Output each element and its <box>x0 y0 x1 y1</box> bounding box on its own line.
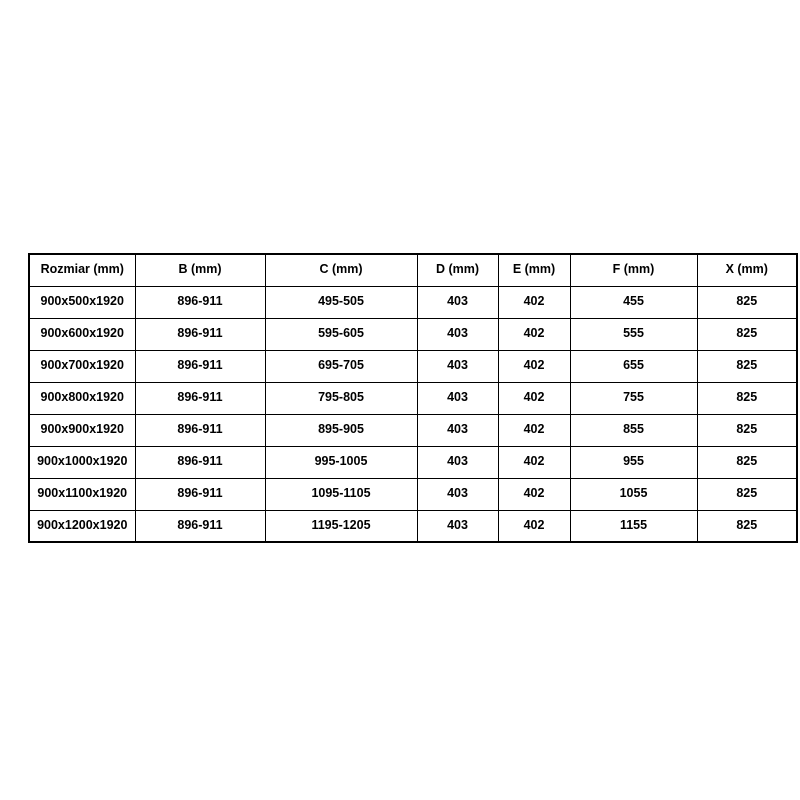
cell-c: 895-905 <box>265 414 417 446</box>
column-header-b: B (mm) <box>135 254 265 286</box>
table-row <box>29 382 797 414</box>
column-header-d: D (mm) <box>417 254 498 286</box>
cell-x: 825 <box>697 286 797 318</box>
cell-c: 695-705 <box>265 350 417 382</box>
cell-d: 403 <box>417 286 498 318</box>
cell-e: 402 <box>498 510 570 542</box>
cell-d: 403 <box>417 350 498 382</box>
cell-e: 402 <box>498 478 570 510</box>
cell-b: 896-911 <box>135 382 265 414</box>
cell-d: 403 <box>417 446 498 478</box>
column-header-f: F (mm) <box>570 254 697 286</box>
cell-b: 896-911 <box>135 350 265 382</box>
cell-d: 403 <box>417 414 498 446</box>
cell-d: 403 <box>417 478 498 510</box>
cell-size: 900x600x1920 <box>29 318 135 350</box>
cell-d: 403 <box>417 318 498 350</box>
cell-c: 495-505 <box>265 286 417 318</box>
cell-d: 403 <box>417 510 498 542</box>
cell-size: 900x900x1920 <box>29 414 135 446</box>
cell-size: 900x700x1920 <box>29 350 135 382</box>
table-row <box>29 478 797 510</box>
cell-x: 825 <box>697 350 797 382</box>
cell-x: 825 <box>697 446 797 478</box>
table-row <box>29 414 797 446</box>
cell-f: 455 <box>570 286 697 318</box>
cell-f: 955 <box>570 446 697 478</box>
cell-size: 900x800x1920 <box>29 382 135 414</box>
column-header-e: E (mm) <box>498 254 570 286</box>
table-row <box>29 510 797 542</box>
cell-c: 995-1005 <box>265 446 417 478</box>
cell-c: 795-805 <box>265 382 417 414</box>
cell-b: 896-911 <box>135 286 265 318</box>
cell-b: 896-911 <box>135 318 265 350</box>
cell-f: 1055 <box>570 478 697 510</box>
cell-x: 825 <box>697 382 797 414</box>
cell-b: 896-911 <box>135 446 265 478</box>
table-row <box>29 318 797 350</box>
cell-b: 896-911 <box>135 414 265 446</box>
cell-c: 595-605 <box>265 318 417 350</box>
cell-e: 402 <box>498 446 570 478</box>
cell-e: 402 <box>498 286 570 318</box>
cell-c: 1095-1105 <box>265 478 417 510</box>
column-header-x: X (mm) <box>697 254 797 286</box>
cell-f: 655 <box>570 350 697 382</box>
cell-size: 900x1000x1920 <box>29 446 135 478</box>
table-row <box>29 446 797 478</box>
cell-e: 402 <box>498 382 570 414</box>
cell-b: 896-911 <box>135 478 265 510</box>
cell-e: 402 <box>498 414 570 446</box>
table-header-row <box>29 254 797 286</box>
cell-x: 825 <box>697 414 797 446</box>
cell-f: 755 <box>570 382 697 414</box>
cell-d: 403 <box>417 382 498 414</box>
cell-x: 825 <box>697 478 797 510</box>
cell-f: 855 <box>570 414 697 446</box>
table-row <box>29 286 797 318</box>
table-row <box>29 350 797 382</box>
table-header <box>29 254 797 286</box>
table-body <box>29 286 797 542</box>
cell-size: 900x500x1920 <box>29 286 135 318</box>
cell-c: 1195-1205 <box>265 510 417 542</box>
cell-f: 1155 <box>570 510 697 542</box>
cell-e: 402 <box>498 318 570 350</box>
dimensions-table <box>28 253 798 543</box>
cell-x: 825 <box>697 510 797 542</box>
column-header-size: Rozmiar (mm) <box>29 254 135 286</box>
cell-f: 555 <box>570 318 697 350</box>
cell-size: 900x1200x1920 <box>29 510 135 542</box>
cell-size: 900x1100x1920 <box>29 478 135 510</box>
column-header-c: C (mm) <box>265 254 417 286</box>
cell-b: 896-911 <box>135 510 265 542</box>
spec-table-container <box>28 253 772 543</box>
cell-e: 402 <box>498 350 570 382</box>
cell-x: 825 <box>697 318 797 350</box>
